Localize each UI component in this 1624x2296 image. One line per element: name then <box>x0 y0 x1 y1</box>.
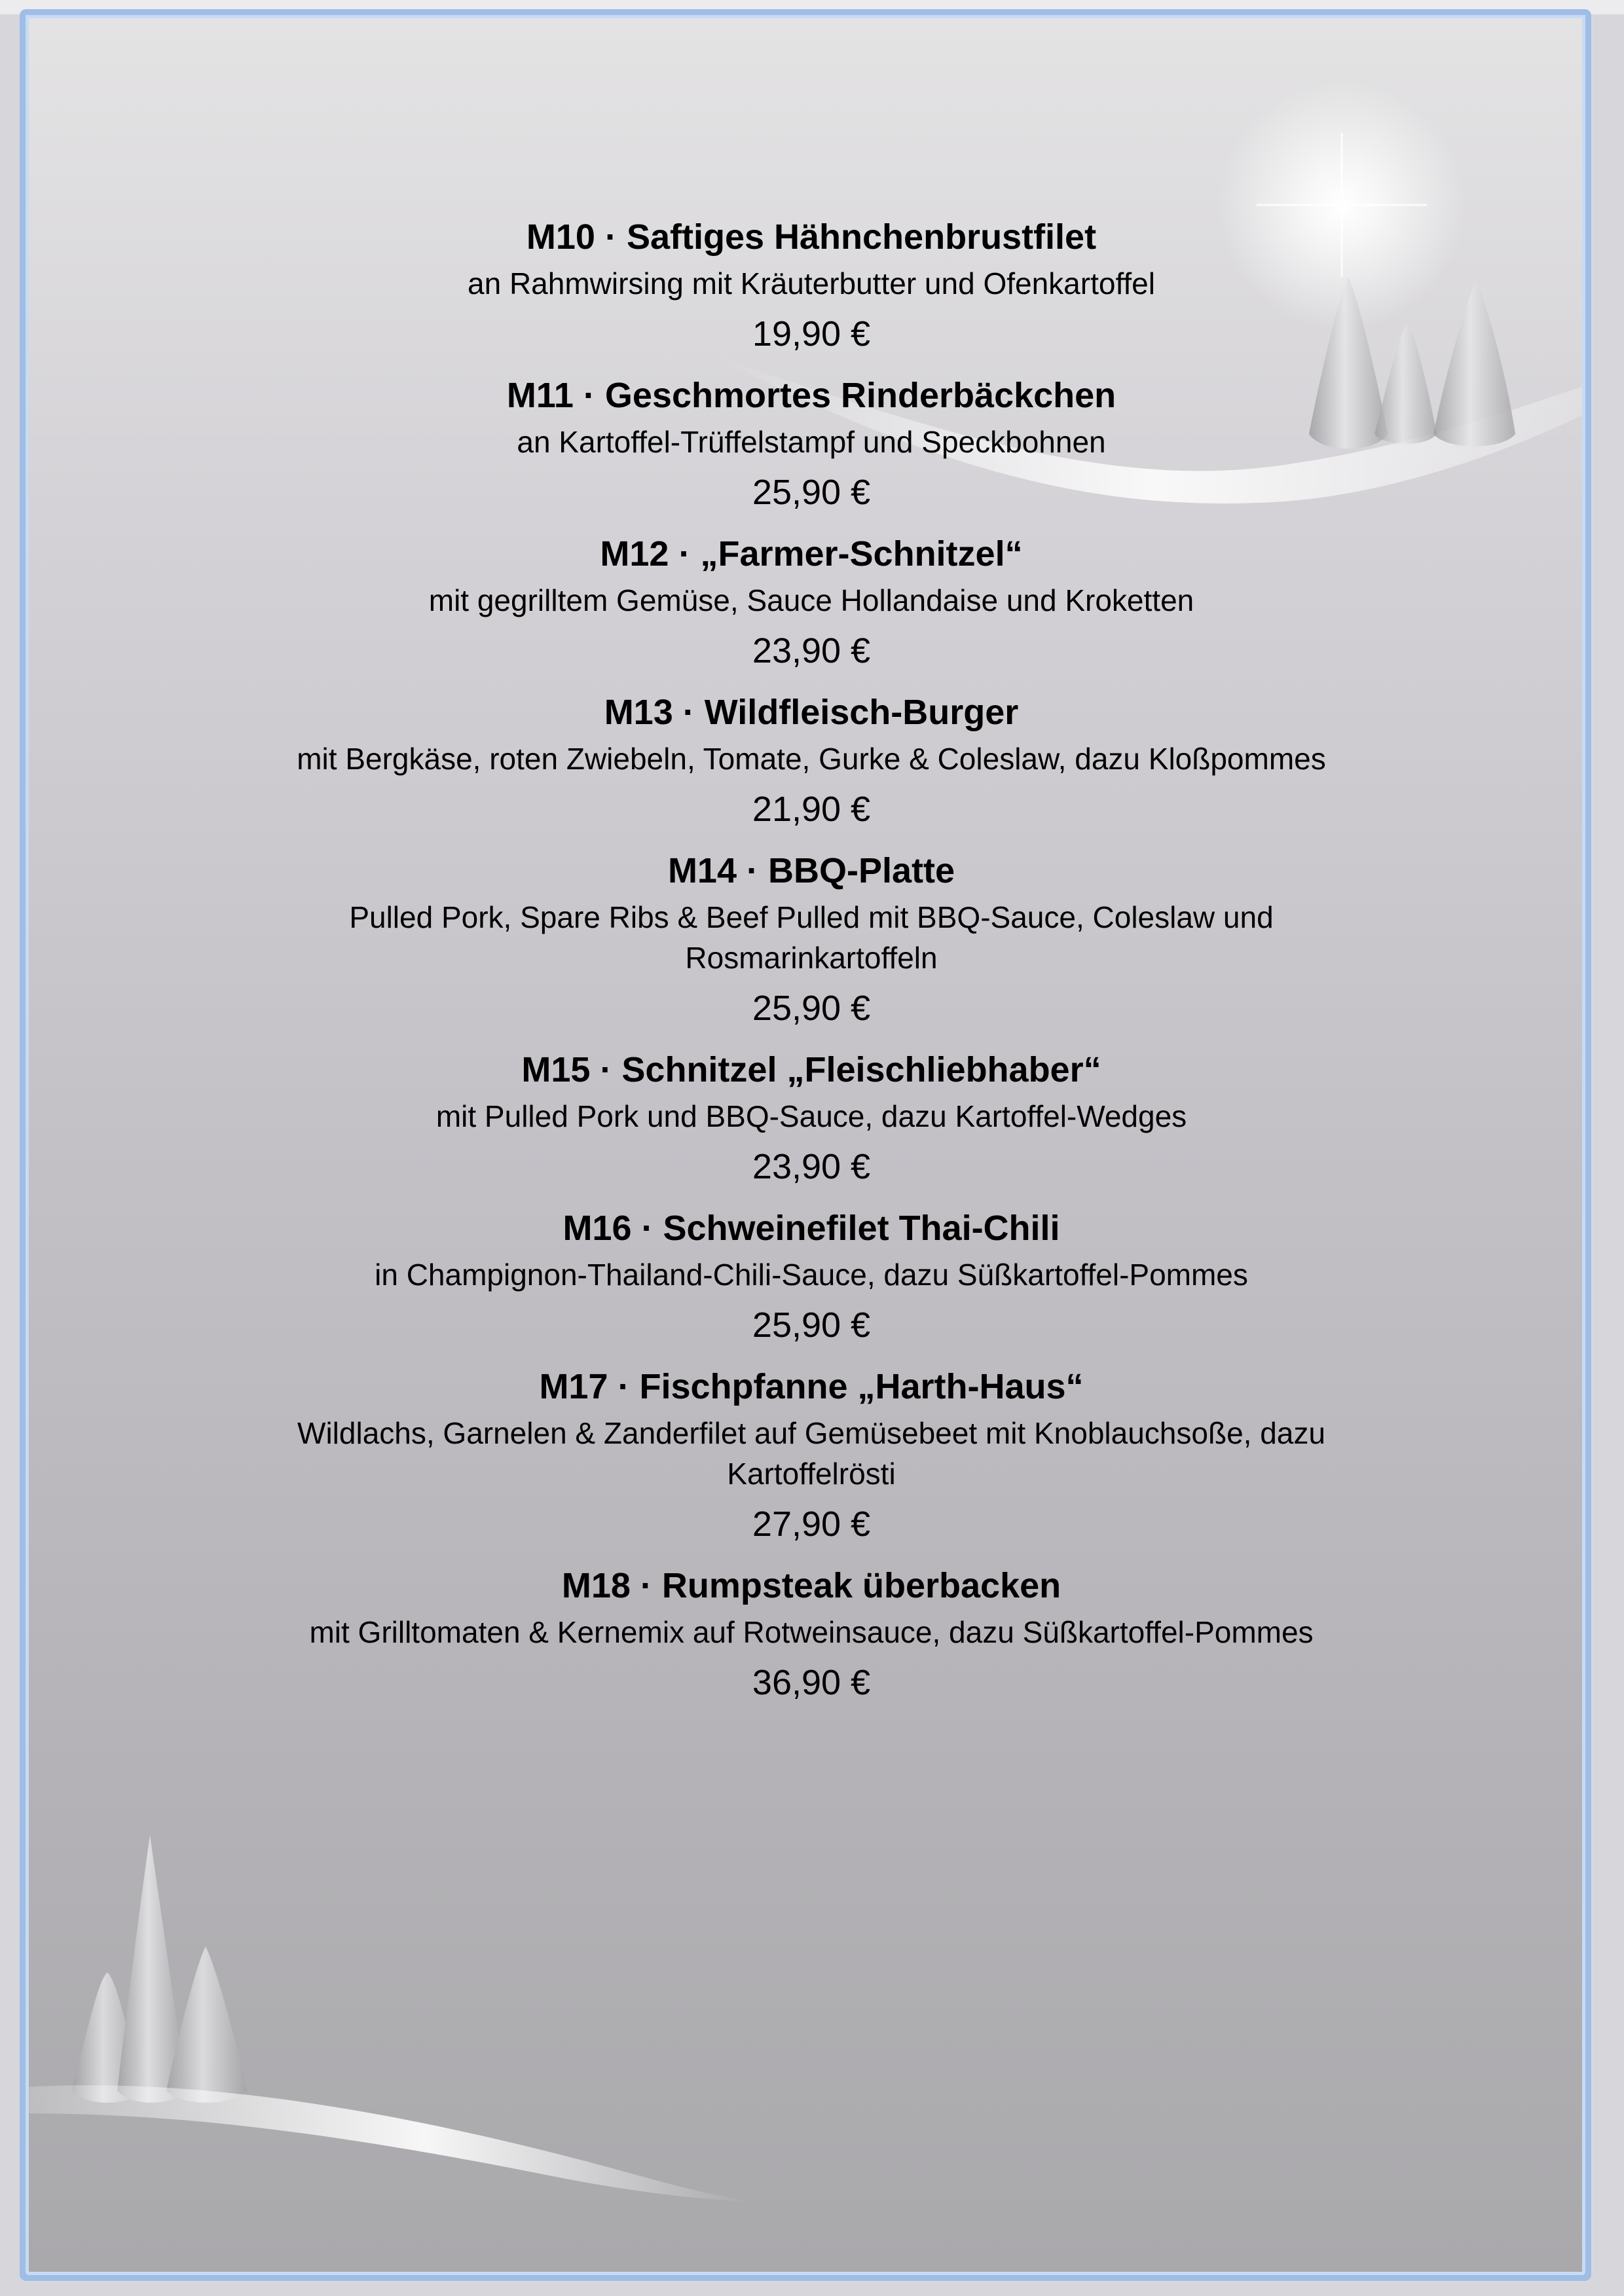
menu-item-title: M17 · Fischpfanne „Harth-Haus“ <box>539 1367 1084 1406</box>
menu-item <box>26 848 1591 1030</box>
menu-item-description: mit Bergkäse, roten Zwiebeln, Tomate, Gurke & Coleslaw, dazu Kloßpommes <box>297 742 1326 776</box>
menu-list <box>26 215 1591 1722</box>
menu-item-price: 23,90 € <box>752 631 871 670</box>
menu-item <box>26 690 1591 831</box>
menu-item-title: M14 · BBQ-Platte <box>667 851 955 890</box>
menu-item-title: M18 · Rumpsteak überbacken <box>561 1566 1061 1605</box>
menu-item <box>26 373 1591 515</box>
menu-item-description: mit gegrilltem Gemüse, Sauce Hollandaise und Kroketten <box>428 583 1194 617</box>
menu-item <box>26 215 1591 356</box>
menu-item-title: M10 · Saftiges Hähnchenbrustfilet <box>526 217 1097 257</box>
menu-item <box>26 532 1591 673</box>
menu-item-price: 19,90 € <box>752 314 871 354</box>
menu-item-description: in Champignon-Thailand-Chili-Sauce, dazu Süßkartoffel-Pommes <box>375 1258 1248 1292</box>
menu-item-price: 21,90 € <box>752 790 871 829</box>
light-swoosh-bottom <box>26 2085 752 2202</box>
menu-item-description: mit Pulled Pork und BBQ-Sauce, dazu Kartoffel-Wedges <box>435 1099 1187 1133</box>
menu-item-description: an Rahmwirsing mit Kräuterbutter und Ofenkartoffel <box>468 266 1155 301</box>
menu-item-description: an Kartoffel-Trüffelstampf und Speckbohnen <box>517 425 1106 459</box>
menu-item-title: M11 · Geschmortes Rinderbäckchen <box>506 376 1116 415</box>
menu-item-price: 23,90 € <box>752 1147 871 1186</box>
menu-item-price: 25,90 € <box>752 473 871 512</box>
menu-item-description: Wildlachs, Garnelen & Zanderfilet auf Gemüsebeet mit Knoblauchsoße, dazu Kartoffelrösti <box>297 1416 1325 1491</box>
menu-item <box>26 1563 1591 1705</box>
menu-item-title: M13 · Wildfleisch-Burger <box>604 693 1019 732</box>
menu-item <box>26 1048 1591 1189</box>
menu-item-description: Pulled Pork, Spare Ribs & Beef Pulled mit BBQ-Sauce, Coleslaw und Rosmarinkartoffeln <box>349 900 1274 975</box>
menu-item-price: 27,90 € <box>752 1504 871 1544</box>
menu-item-title: M15 · Schnitzel „Fleischliebhaber“ <box>521 1050 1101 1089</box>
menu-item-price: 36,90 € <box>752 1663 871 1702</box>
menu-item-description: mit Grilltomaten & Kernemix auf Rotweinsauce, dazu Süßkartoffel-Pommes <box>309 1615 1314 1649</box>
menu-page-frame <box>20 9 1591 2281</box>
menu-item <box>26 1364 1591 1546</box>
menu-item-title: M12 · „Farmer-Schnitzel“ <box>600 534 1023 574</box>
menu-item-title: M16 · Schweinefilet Thai-Chili <box>563 1209 1060 1248</box>
menu-item <box>26 1206 1591 1347</box>
menu-item-price: 25,90 € <box>752 989 871 1028</box>
tree-icon <box>166 1946 247 2103</box>
menu-item-price: 25,90 € <box>752 1305 871 1345</box>
